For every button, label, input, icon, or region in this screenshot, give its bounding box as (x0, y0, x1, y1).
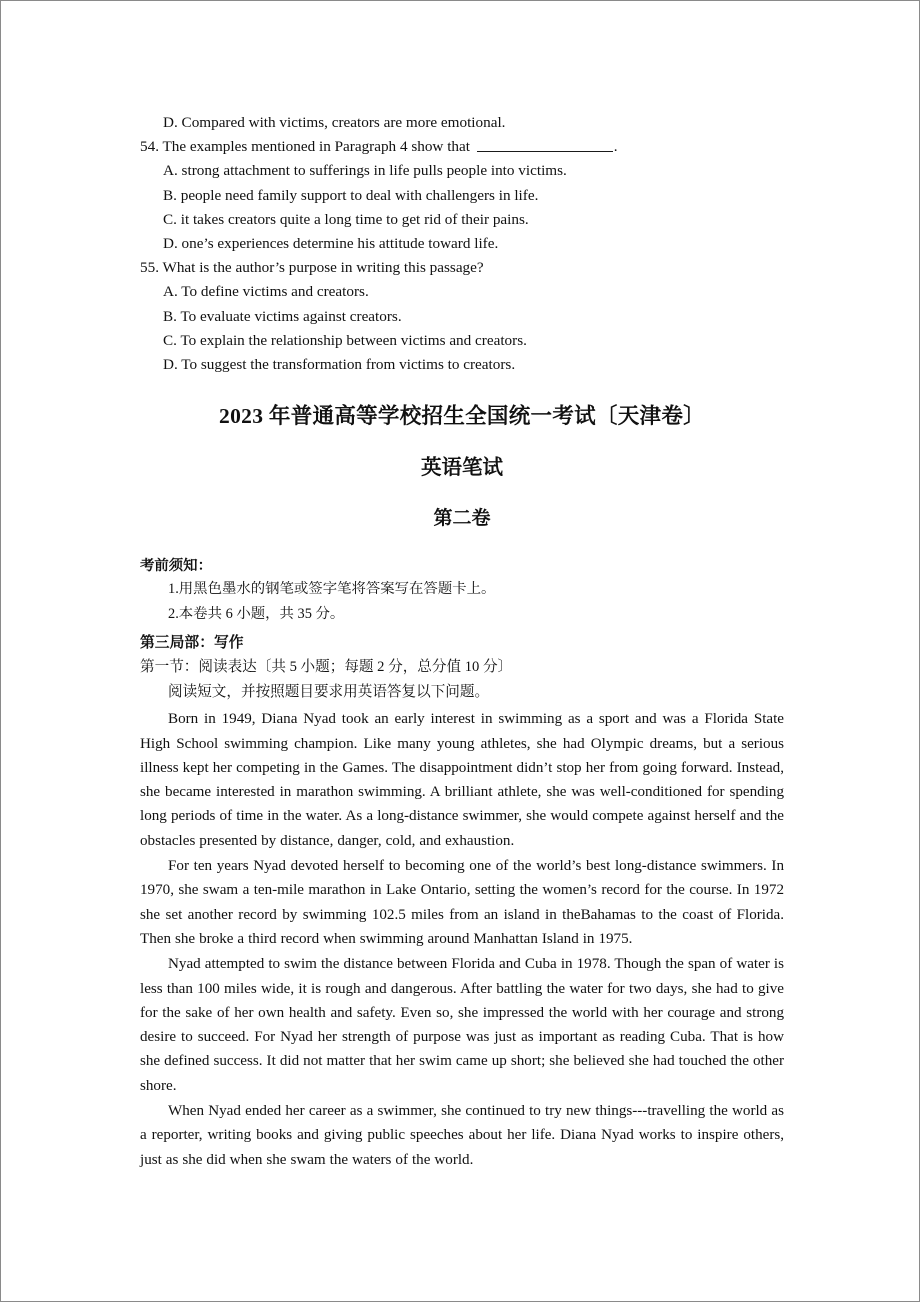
q54-option-d-text: D. one’s experiences determine his attitude toward life. (163, 235, 499, 253)
q55-stem-text: 55. What is the author’s purpose in writing this passage? (140, 259, 484, 277)
page-content (140, 111, 784, 1172)
q53-option-d-text: D. Compared with victims, creators are more emotional. (163, 114, 506, 131)
q54-option-c (140, 208, 784, 232)
section-instruction: 阅读短文，并按照题目要求用英语答复以下问题。 (168, 684, 490, 701)
passage-paragraph-2: For ten years Nyad devoted herself to becoming one of the world’s best long-distance swimmers. In 1970, she swam a ten-mile marathon in Lake Ontario, setting the women’s record for the course. In 1972 she set another record by swimming 102.5 miles from an island in theBahamas to the coast of Florida. Then she broke a third record when swimming around Manhattan Island in 1975. (140, 858, 784, 947)
q54-option-b-text: B. people need family support to deal with challengers in life. (163, 186, 539, 204)
notice-item-1: 1.用黑色墨水的钢笔或签字笔将答案写在答题卡上。 (168, 581, 496, 598)
notice-heading: 考前须知： (140, 558, 212, 575)
q54-answer-blank (477, 140, 613, 152)
exam-title: 2023 年普通高等学校招生全国统一考试〔天津卷〕 (219, 404, 705, 429)
q55-stem (140, 256, 784, 280)
q55-option-a-text: A. To define victims and creators. (163, 283, 369, 301)
multiple-choice-question-block (140, 111, 784, 377)
q54-stem-suffix: . (613, 138, 618, 156)
section-heading: 第三局部：写作 (140, 635, 244, 652)
q55-option-c-text: C. To explain the relationship between victims and creators. (163, 331, 527, 349)
q55-option-a (140, 280, 784, 304)
exam-subtitle: 英语笔试 (421, 457, 503, 480)
q54-option-b (140, 184, 784, 208)
notice-item-2: 2.本卷共 6 小题，共 35 分。 (168, 606, 345, 623)
q54-option-a-text: A. strong attachment to sufferings in life pulls people into victims. (163, 162, 567, 180)
q55-option-c (140, 329, 784, 353)
q54-stem (140, 135, 784, 159)
q54-option-c-text: C. it takes creators quite a long time to get rid of their pains. (163, 210, 529, 228)
section-subheading: 第一节：阅读表达〔共 5 小题；每题 2 分，总分值 10 分〕 (140, 659, 513, 676)
q55-option-b (140, 305, 784, 329)
q54-stem-text: 54. The examples mentioned in Paragraph 4 show that (140, 138, 474, 156)
passage-paragraph-3: Nyad attempted to swim the distance between Florida and Cuba in 1978. Though the span of water is less than 100 miles wide, it is rough and dangerous. After battling the water for two days, she had to give for the sake of her own health and safety. Even so, she impressed the world with her courage and strong desire to succeed. For Nyad her strength of purpose was just as important as reading Cuba. That is how she defined success. It did not matter that her swim came up short; she believed she had touched the other shore. (140, 956, 784, 1094)
q55-option-d-text: D. To suggest the transformation from victims to creators. (163, 356, 516, 374)
q55-option-d (140, 353, 784, 377)
q53-option-d (140, 111, 784, 135)
exam-part-label: 第二卷 (433, 508, 491, 530)
q55-option-b-text: B. To evaluate victims against creators. (163, 307, 402, 325)
q54-option-d (140, 232, 784, 256)
passage-paragraph-4: When Nyad ended her career as a swimmer, she continued to try new things---travelling the world as a reporter, writing books and giving public speeches about her life. Diana Nyad works to inspire others, just as she did when she swam the waters of the world. (140, 1102, 784, 1168)
passage-paragraph-1: Born in 1949, Diana Nyad took an early interest in swimming as a sport and was a Florida State High School swimming champion. Like many young athletes, she had Olympic dreams, but a serious illness kept her competing in the Games. The disappointment didn’t stop her from going forward. Instead, she became interested in marathon swimming. A brilliant athlete, she was well-conditioned for spending long periods of time in the water. As a long-distance swimmer, she would compete against herself and the obstacles presented by distance, danger, cold, and exhaustion. (140, 711, 784, 849)
q54-option-a (140, 159, 784, 183)
